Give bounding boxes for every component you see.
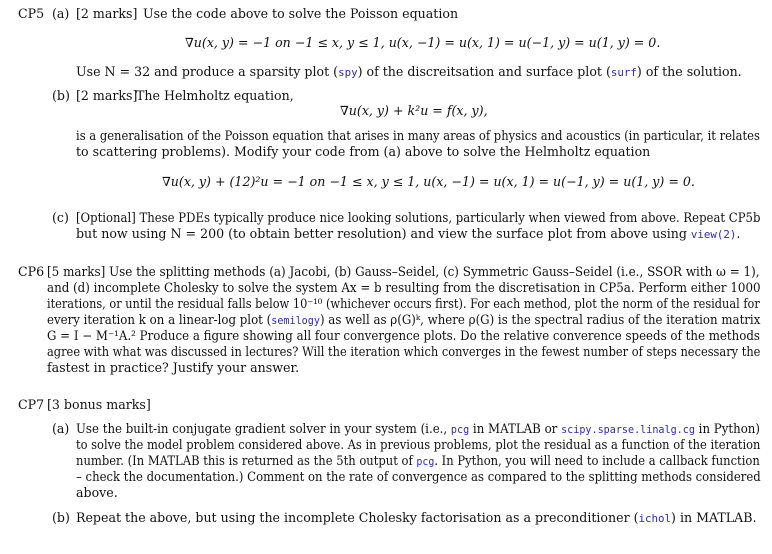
cp6-line-5: G = I − M⁻¹A.² Produce a figure showing all four convergence plots. Do the relative converence speeds of the methods <box>47 328 760 343</box>
spy-code: spy <box>338 66 358 79</box>
pcg-code: pcg <box>450 423 470 436</box>
cp5b-equation: ∇u(x, y) + k²u = f(x, y), <box>340 103 488 118</box>
cp5a-instr-text-1: Use N = 32 and produce a sparsity plot ( <box>76 64 339 79</box>
cp5c-line-2 <box>76 226 740 244</box>
cp5-label: CP5 <box>18 6 45 21</box>
cp7a-line-1-text: Use the built-in conjugate gradient solver in your system (i.e., <box>76 421 451 436</box>
cp7b-line-1-end: ) in MATLAB. <box>671 510 757 525</box>
cp7a-prefix: (a) <box>52 421 70 436</box>
cp6-line-6: agree with what was discussed in lectures? Will the iteration which converges in the fewest number of steps necessary the <box>47 344 761 359</box>
semilogy-code: semilogy <box>271 314 320 327</box>
cp7a-line-5: above. <box>76 485 118 500</box>
cp5c-line-2-text: but now using N = 200 (to obtain better resolution) and view the surface plot from above using <box>76 226 691 241</box>
cp5a-instr-text-2: ) of the discreitsation and surface plot ( <box>357 64 611 79</box>
cp5a-instr-text-3: ) of the solution. <box>636 64 742 79</box>
cp5b-marks: [2 marks] <box>76 88 138 103</box>
ichol-code: ichol <box>638 512 672 525</box>
view2-code: view(2) <box>690 228 737 241</box>
cp5b-para-line-2: to scattering problems). Modify your code from (a) above to solve the Helmholtz equation <box>76 144 651 159</box>
cp6-label: CP6 <box>18 264 45 279</box>
cp7a-line-1 <box>76 421 760 439</box>
cp5b-intro: The Helmholtz equation, <box>136 88 294 103</box>
cp5a-instruction <box>76 64 742 82</box>
cp5a-intro: Use the code above to solve the Poisson equation <box>143 6 459 21</box>
cp6-line-4-text: every iteration k on a linear-log plot ( <box>47 312 272 327</box>
cp6-line-7: fastest in practice? Justify your answer. <box>47 360 300 375</box>
cp7a-line-3-text: number. (In MATLAB this is returned as the 5th output of <box>76 453 417 468</box>
cp7-label: CP7 <box>18 397 45 412</box>
cp6-line-2: and (d) incomplete Cholesky to solve the system Ax = b resulting from the discretisation in CP5a. Perform either 1000 <box>47 280 761 295</box>
cp7-marks: [3 bonus marks] <box>47 397 151 412</box>
cp5a-marks: [2 marks] <box>76 6 138 21</box>
cp5c-line-1: [Optional] These PDEs typically produce nice looking solutions, particularly when viewed from above. Repeat CP5b <box>76 210 761 225</box>
cp5a-prefix: (a) <box>52 6 70 21</box>
cp7a-line-3-end: . In Python, you will need to include a callback function <box>434 453 760 468</box>
cp6-line-4-end: ) as well as ρ(G)ᵏ, where ρ(G) is the spectral radius of the iteration matrix <box>319 312 761 327</box>
scipy-cg-code: scipy.sparse.linalg.cg <box>561 423 695 436</box>
cp5c-prefix: (c) <box>52 210 69 225</box>
cp5a-equation: ∇u(x, y) = −1 on −1 ≤ x, y ≤ 1, u(x, −1) = u(x, 1) = u(−1, y) = u(1, y) = 0. <box>185 35 661 50</box>
cp7b-line-1-text: Repeat the above, but using the incomplete Cholesky factorisation as a preconditioner ( <box>76 510 639 525</box>
cp7a-line-3 <box>76 453 760 471</box>
pcg-code-2: pcg <box>416 455 435 468</box>
cp5b-para-line-1: is a generalisation of the Poisson equation that arises in many areas of physics and acoustics (in particular, it relates <box>76 128 760 143</box>
cp6-line-1: [5 marks] Use the splitting methods (a) Jacobi, (b) Gauss–Seidel, (c) Symmetric Gauss–Seidel (i.e., SSOR with ω = 1), <box>47 264 760 279</box>
cp5b-equation-2: ∇u(x, y) + (12)²u = −1 on −1 ≤ x, y ≤ 1, u(x, −1) = u(x, 1) = u(−1, y) = u(1, y) = 0. <box>162 174 695 189</box>
cp7a-line-1-end: in Python) <box>694 421 760 436</box>
surf-code: surf <box>610 66 637 79</box>
cp7a-line-1-mid: in MATLAB or <box>469 421 562 436</box>
cp7b-prefix: (b) <box>52 510 70 525</box>
cp5c-line-2-end: . <box>736 226 741 241</box>
cp6-line-3: iterations, or until the residual falls below 10⁻¹⁰ (whichever occurs first). For each method, plot the norm of the residual for <box>47 296 760 311</box>
cp5b-prefix: (b) <box>52 88 70 103</box>
cp7a-line-4: – check the documentation.) Comment on the rate of convergence as compared to the splitting methods considered <box>76 469 761 484</box>
cp7a-line-2: to solve the model problem considered above. As in previous problems, plot the residual as a function of the iteration <box>76 437 761 452</box>
cp7b-line-1 <box>76 510 757 528</box>
cp6-line-4 <box>47 312 760 330</box>
